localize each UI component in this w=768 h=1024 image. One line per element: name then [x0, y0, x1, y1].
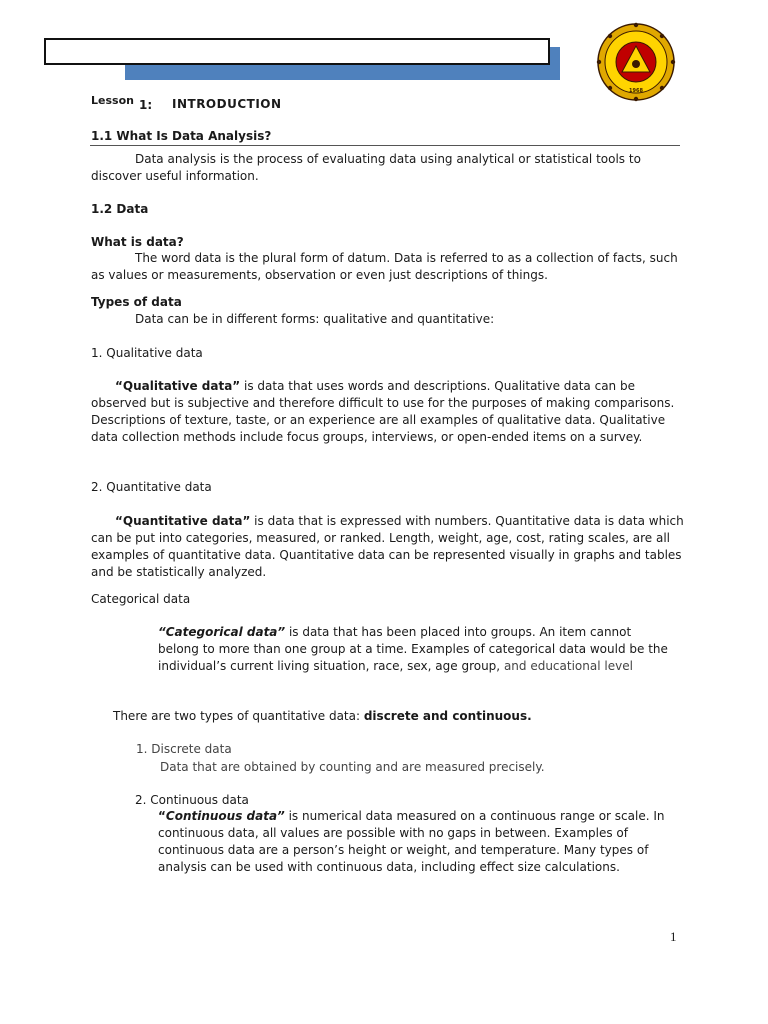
term-continuous: Continuous data” — [165, 809, 285, 823]
discrete-definition: Data that are obtained by counting and are measured precisely. — [160, 760, 545, 774]
categorical-definition-tail: and educational level — [503, 659, 633, 673]
list-item-qualitative: 1. Qualitative data — [91, 346, 203, 360]
continuous-definition: is numerical data measured on a continuous range or scale. In continuous data, all values are possible with no gaps in between. Examples of continuous data are a person’s height or weight, and temperature. Many types of analysis can be used with continuous data, including effect size calculations. — [158, 809, 665, 874]
paragraph-types-of-data: Data can be in different forms: qualitative and quantitative: — [135, 312, 495, 326]
subheading-categorical: Categorical data — [91, 592, 191, 606]
quantitative-definition: is data that is expressed with numbers. Quantitative data is data which can be put into categories, measured, or ranked. Length, weight, age, cost, rating scales, are all examples of quantitative data. Quantitative data can be represented visually in graphs and tables and be statistically analyzed. — [91, 514, 684, 579]
two-types-text: There are two types of quantitative data: — [113, 709, 364, 723]
paragraph-continuous — [158, 808, 678, 876]
term-quantitative: “Quantitative data” — [115, 514, 251, 528]
paragraph-quantitative — [91, 513, 691, 581]
page-number: 1 — [670, 929, 677, 944]
header-title-box — [44, 38, 550, 65]
heading-rule — [90, 145, 680, 146]
lesson-number: 1: — [139, 98, 153, 112]
qualitative-definition: is data that uses words and descriptions. Qualitative data can be observed but is subjective and therefore difficult to use for the purposes of making comparisons. Descriptions of texture, taste, or an experience are all examples of qualitative data. Qualitative data collection methods include focus groups, interviews, or open-ended items on a survey. — [91, 379, 675, 444]
term-categorical: “Categorical data” — [158, 625, 286, 639]
subheading-types-of-data: Types of data — [91, 295, 182, 309]
list-item-discrete: 1. Discrete data — [136, 742, 232, 756]
college-seal-logo — [596, 22, 676, 102]
paragraph-categorical — [158, 624, 668, 675]
list-item-quantitative: 2. Quantitative data — [91, 480, 212, 494]
categorical-definition: is data that has been placed into groups. An item cannot belong to more than one group at a time. Examples of categorical data would be the individual’s current living situation, race, sex, age group, — [158, 625, 668, 673]
list-item-continuous: 2. Continuous data — [135, 793, 249, 807]
two-types-sentence — [113, 708, 532, 725]
continuous-open-quote: “ — [158, 809, 166, 823]
paragraph-data-analysis: Data analysis is the process of evaluating data using analytical or statistical tools to discover useful information. — [91, 152, 641, 183]
section-heading-1-1: 1.1 What Is Data Analysis? — [91, 129, 272, 143]
term-qualitative: “Qualitative data” — [115, 379, 241, 393]
paragraph-what-is-data: The word data is the plural form of datum. Data is referred to as a collection of facts, such as values or measurements, observation or even just descriptions of things. — [91, 251, 678, 282]
lesson-label: Lesson — [91, 94, 134, 107]
paragraph-qualitative — [91, 378, 691, 446]
subheading-what-is-data: What is data? — [91, 235, 184, 249]
lesson-title: INTRODUCTION — [172, 97, 282, 111]
two-types-emphasis: discrete and continuous. — [363, 709, 532, 723]
section-heading-1-2: 1.2 Data — [91, 202, 149, 216]
svg-text:1968: 1968 — [629, 88, 643, 94]
